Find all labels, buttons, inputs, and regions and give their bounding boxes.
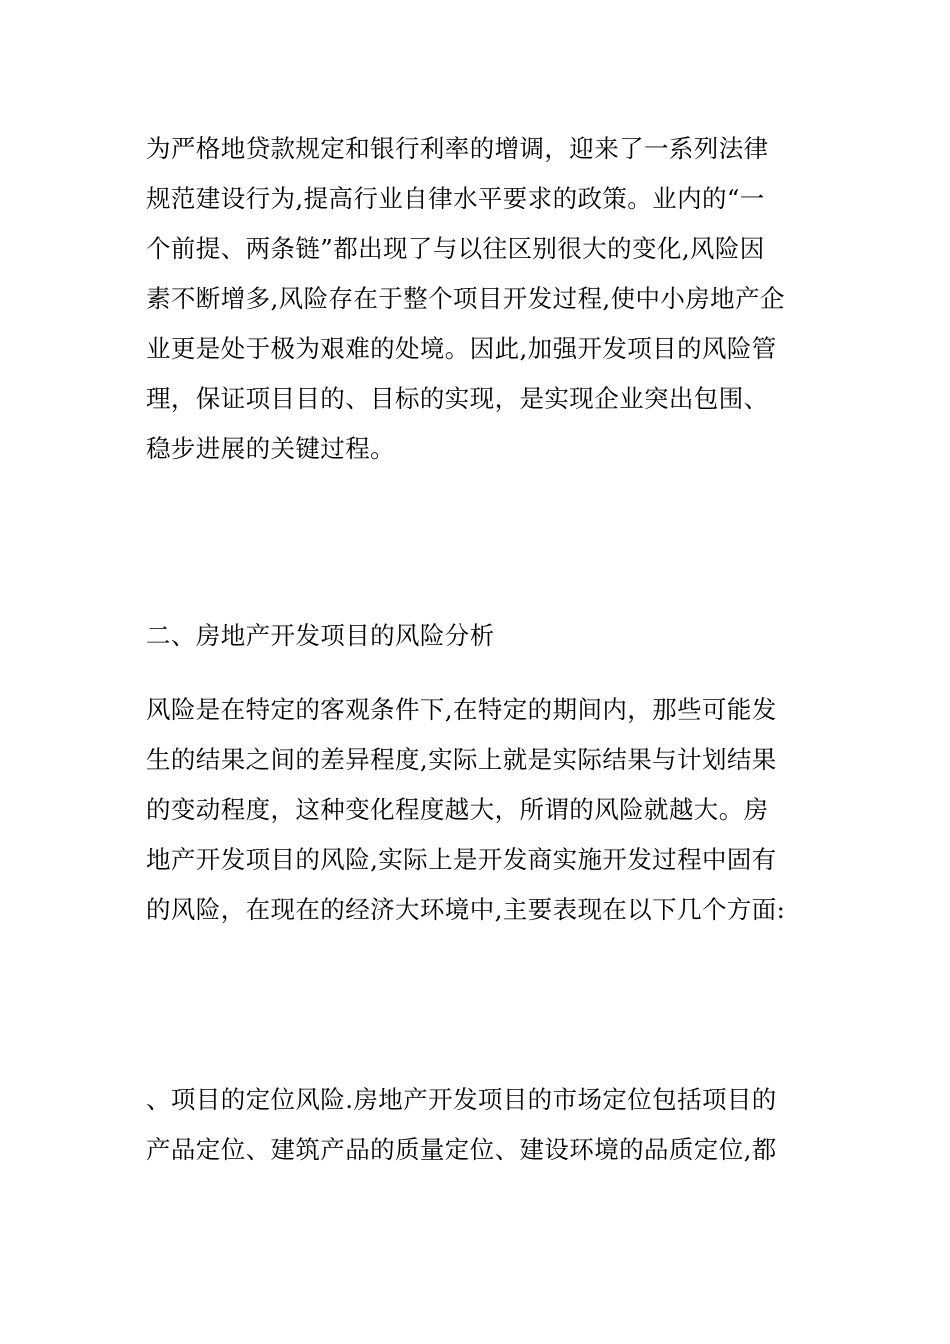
intro-paragraph — [146, 124, 806, 474]
section-heading — [146, 611, 806, 661]
paragraph-line: 产品定位、建筑产品的质量定位、建设环境的品质定位,都 — [146, 1135, 777, 1164]
paragraph-line: 的变动程度，这种变化程度越大，所谓的风险就越大。房 — [146, 795, 769, 824]
paragraph-line: 稳步进展的关键过程。 — [146, 434, 395, 463]
paragraph-line: 规范建设行为,提高行业自律水平要求的政策。业内的“一 — [146, 184, 765, 213]
paragraph-line: 风险是在特定的客观条件下,在特定的期间内，那些可能发 — [146, 695, 777, 724]
paragraph-line: 的风险，在现在的经济大环境中,主要表现在以下几个方面: — [146, 895, 786, 924]
paragraph-line: 业更是处于极为艰难的处境。因此,加强开发项目的风险管 — [146, 334, 777, 363]
section-heading-text: 二、房地产开发项目的风险分析 — [146, 621, 495, 650]
positioning-risk-paragraph — [146, 1075, 806, 1175]
paragraph-line: 素不断增多,风险存在于整个项目开发过程,使中小房地产企 — [146, 284, 785, 313]
paragraph-line: 、项目的定位风险.房地产开发项目的市场定位包括项目的 — [146, 1085, 777, 1114]
paragraph-line: 为严格地贷款规定和银行利率的增调，迎来了一系列法律 — [146, 134, 769, 163]
paragraph-line: 地产开发项目的风险,实际上是开发商实施开发过程中固有 — [146, 845, 777, 874]
paragraph-line: 生的结果之间的差异程度,实际上就是实际结果与计划结果 — [146, 745, 777, 774]
risk-definition-paragraph — [146, 685, 806, 935]
paragraph-line: 理，保证项目目的、目标的实现，是实现企业突出包围、 — [146, 384, 769, 413]
paragraph-line: 个前提、两条链”都出现了与以往区别很大的变化,风险因 — [146, 234, 765, 263]
